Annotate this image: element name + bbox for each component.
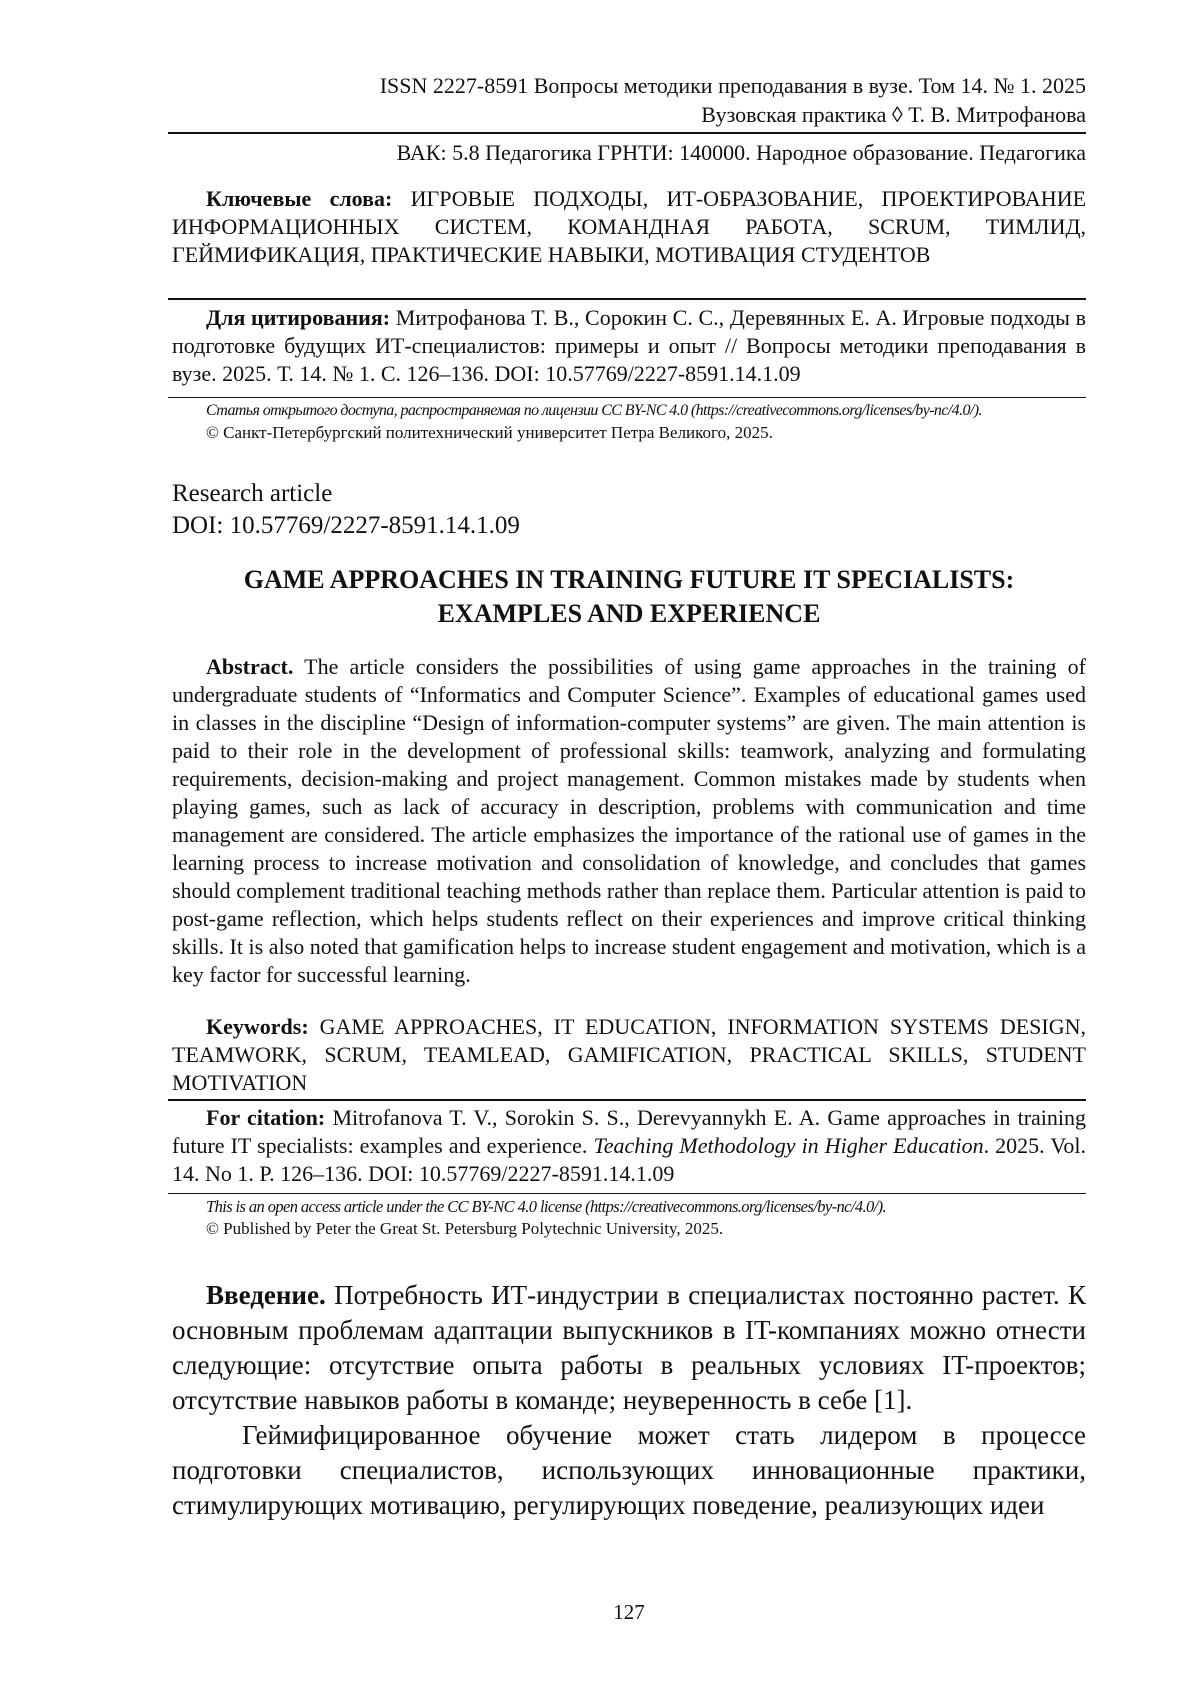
- en-citation-label: For citation:: [206, 1105, 326, 1130]
- en-citation-text-2: . 2025. Vol. 14. No 1. P. 126–136. DOI: 10.57769/2227-8591.14.1.09: [172, 1133, 1086, 1186]
- article-doi: DOI: 10.57769/2227-8591.14.1.09: [172, 512, 520, 539]
- en-citation-text-1: Mitrofanova T. V., Sorokin S. S., Derevyannykh E. A. Game approaches in training future IT specialists: examples and experience.: [172, 1105, 1087, 1158]
- ru-license: [172, 400, 1086, 444]
- ru-keywords: [172, 185, 1086, 269]
- en-copyright: © Published by Peter the Great St. Petersburg Polytechnic University, 2025.: [206, 1219, 724, 1238]
- article-type: Research article: [172, 480, 333, 507]
- ru-citation: [172, 304, 1086, 388]
- en-citation-journal: Teaching Methodology in Higher Education: [593, 1133, 984, 1158]
- intro-text: Потребность ИТ-индустрии в специалистах постоянно растет. К основным проблемам адаптации выпускников в IT-компаниях можно отнести следующие: отсутствие опыта работы в реальных условиях IT-проектов; отсутствие навыков работы в команде; неуверенность в себе [1].: [172, 1280, 1086, 1415]
- en-license-text: This is an open access article under the CC BY-NC 4.0 license (https://creativecommons.org/licenses/by-nc/4.0/).: [206, 1197, 887, 1216]
- page-number: 127: [613, 1600, 645, 1624]
- ru-keywords-text: ИГРОВЫЕ ПОДХОДЫ, ИТ-ОБРАЗОВАНИЕ, ПРОЕКТИРОВАНИЕ ИНФОРМАЦИОННЫХ СИСТЕМ, КОМАНДНАЯ РАБОТА, SCRUM, ТИМЛИД, ГЕЙМИФИКАЦИЯ, ПРАКТИЧЕСКИЕ НАВЫКИ, МОТИВАЦИЯ СТУДЕНТОВ: [172, 186, 1087, 267]
- body-paragraph-2: Геймифицированное обучение может стать лидером в процессе подготовки специалистов, использующих инновационные практики, стимулирующих мотивацию, регулирующих поведение, реализующих идеи: [172, 1420, 1086, 1520]
- abstract-text: The article considers the possibilities of using game approaches in the training of undergraduate students of “Informatics and Computer Science”. Examples of educational games used in classes in the discipline “Design of information-computer systems” are given. The main attention is paid to their role in the development of professional skills: teamwork, analyzing and formulating requirements, decision-making and project management. Common mistakes made by students when playing games, such as lack of accuracy in description, problems with communication and time management are considered. The article emphasizes the importance of the rational use of games in the learning process to increase motivation and consolidation of knowledge, and concludes that games should complement traditional teaching methods rather than replace them. Particular attention is paid to post-game reflection, which helps students reflect on their experiences and improve critical thinking skills. It is also noted that gamification helps to increase student engagement and motivation, which is a key factor for successful learning.: [172, 654, 1086, 987]
- ru-license-text: Статья открытого доступа, распространяемая по лицензии CC BY-NC 4.0 (https://creativecommons.org/licenses/by-nc/4.0/).: [206, 402, 982, 419]
- header-divider: [168, 132, 1086, 134]
- intro-paragraph: [172, 1278, 1086, 1418]
- en-license: [172, 1196, 1086, 1240]
- intro-label: Введение.: [206, 1280, 326, 1310]
- ru-copyright: © Санкт-Петербургский политехнический университет Петра Великого, 2025.: [206, 423, 773, 442]
- ru-citation-label: Для цитирования:: [206, 305, 391, 330]
- journal-header-section: Вузовская практика ◊ Т. В. Митрофанова: [701, 102, 1086, 127]
- en-keywords-label: Keywords:: [206, 1014, 309, 1039]
- en-citation-divider: [168, 1193, 1086, 1194]
- ru-citation-text: Митрофанова Т. В., Сорокин С. С., Деревянных Е. А. Игровые подходы в подготовке будущих ИТ-специалистов: примеры и опыт // Вопросы методики преподавания в вузе. 2025. Т. 14. № 1. С. 126–136. DOI: 10.57769/2227-8591.14.1.09: [172, 305, 1086, 386]
- ru-citation-divider: [168, 397, 1086, 398]
- journal-header-issn: ISSN 2227-8591 Вопросы методики преподавания в вузе. Том 14. № 1. 2025: [379, 73, 1086, 98]
- ru-keywords-divider: [168, 298, 1086, 300]
- en-keywords-text: GAME APPROACHES, IT EDUCATION, INFORMATION SYSTEMS DESIGN, TEAMWORK, SCRUM, TEAMLEAD, GAMIFICATION, PRACTICAL SKILLS, STUDENT MOTIVATION: [172, 1014, 1087, 1095]
- en-keywords-divider: [168, 1099, 1086, 1101]
- en-abstract: [172, 653, 1086, 989]
- en-citation: [172, 1104, 1086, 1188]
- abstract-label: Abstract.: [206, 654, 294, 679]
- ru-keywords-label: Ключевые слова:: [206, 186, 393, 211]
- vak-classification: ВАК: 5.8 Педагогика ГРНТИ: 140000. Народное образование. Педагогика: [396, 140, 1086, 165]
- article-title-line1: GAME APPROACHES IN TRAINING FUTURE IT SPECIALISTS:: [243, 565, 1015, 594]
- en-keywords: [172, 1013, 1086, 1097]
- article-title-line2: EXAMPLES AND EXPERIENCE: [437, 599, 821, 628]
